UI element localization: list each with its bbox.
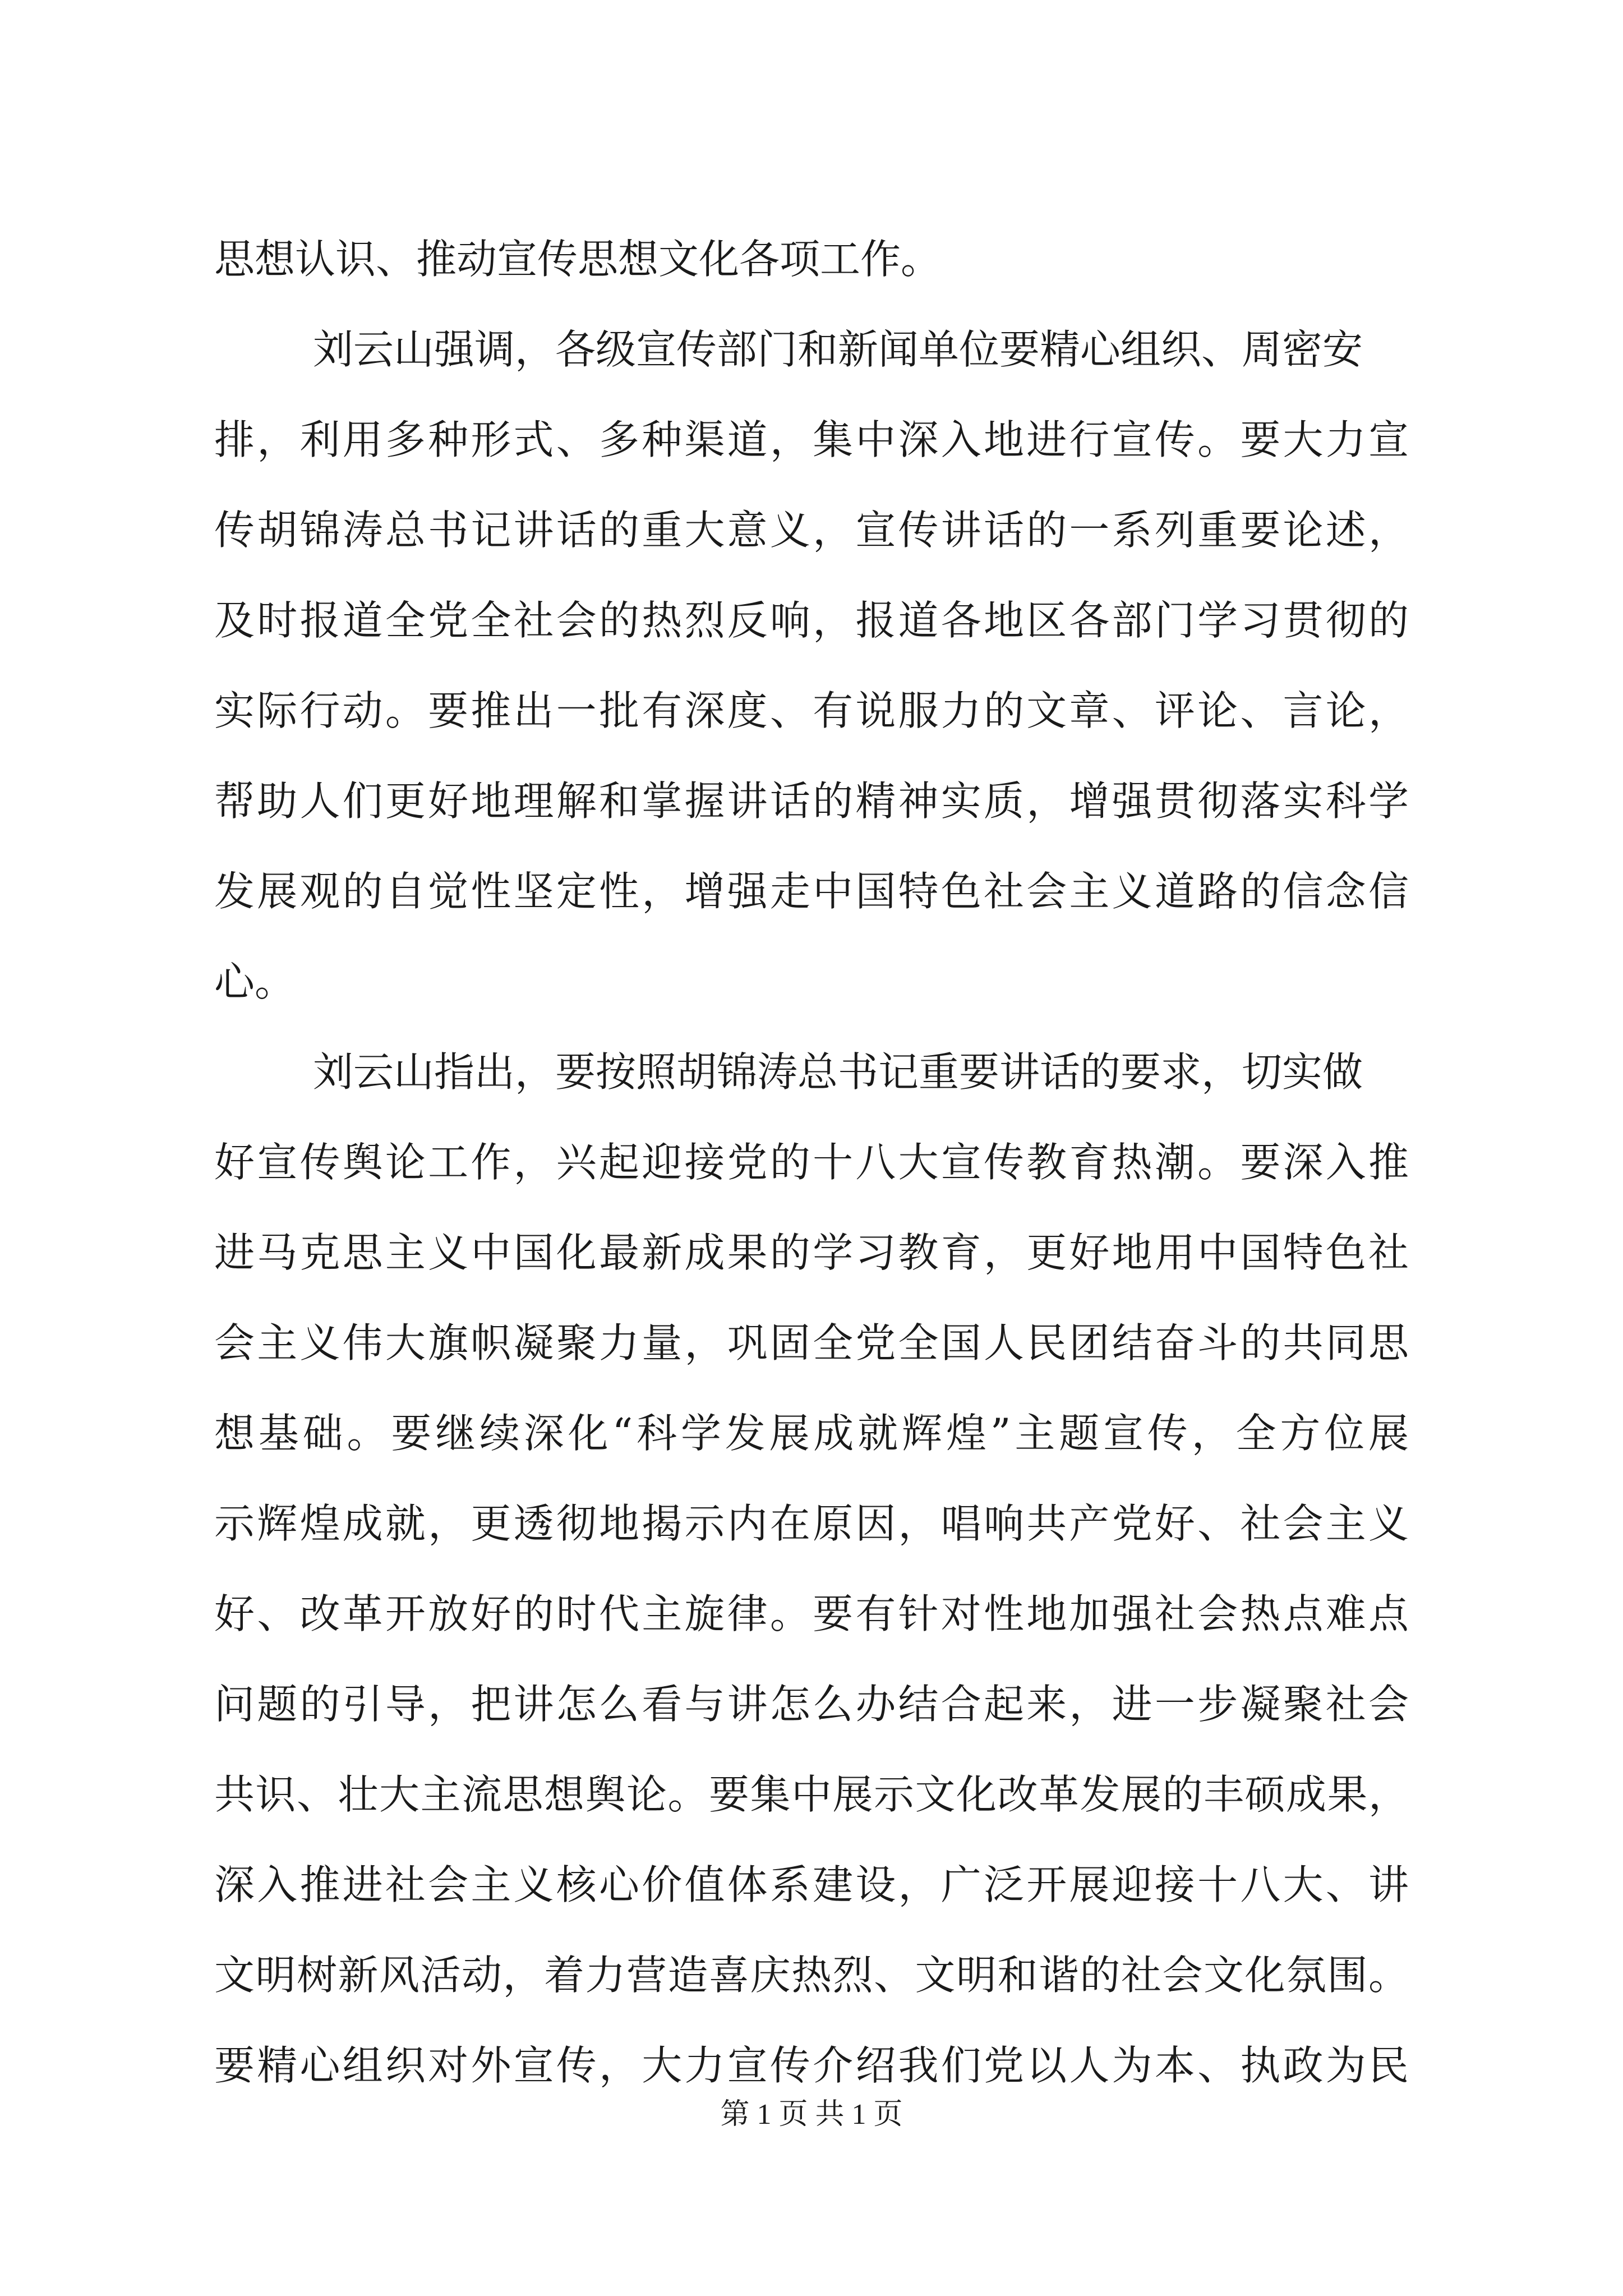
text-line: 好宣传舆论工作，兴起迎接党的十八大宣传教育热潮。要深入推 [214, 1139, 1409, 1186]
text-line: 传胡锦涛总书记讲话的重大意义，宣传讲话的一系列重要论述， [214, 507, 1409, 554]
text-line: 及时报道全党全社会的热烈反响，报道各地区各部门学习贯彻的 [214, 597, 1409, 644]
text-line: 进马克思主义中国化最新成果的学习教育，更好地用中国特色社 [214, 1229, 1409, 1276]
text-line: 文明树新风活动，着力营造喜庆热烈、文明和谐的社会文化氛围。 [214, 1952, 1409, 1999]
text-line: 要精心组织对外宣传，大力宣传介绍我们党以人为本、执政为民 [214, 2042, 1409, 2089]
text-line: 刘云山指出，要按照胡锦涛总书记重要讲话的要求，切实做 [313, 1048, 1363, 1096]
text-line: 共识、壮大主流思想舆论。要集中展示文化改革发展的丰硕成果， [214, 1771, 1409, 1818]
text-line: 排，利用多种形式、多种渠道，集中深入地进行宣传。要大力宣 [214, 416, 1409, 463]
text-line: 深入推进社会主义核心价值体系建设，广泛开展迎接十八大、讲 [214, 1861, 1409, 1908]
text-line: 思想认识、推动宣传思想文化各项工作。 [214, 236, 942, 283]
text-line: 帮助人们更好地理解和掌握讲话的精神实质，增强贯彻落实科学 [214, 777, 1409, 825]
text-line: 实际行动。要推出一批有深度、有说服力的文章、评论、言论， [214, 687, 1409, 734]
text-line: 心。 [214, 958, 296, 1005]
text-line: 想基础。要继续深化“科学发展成就辉煌”主题宣传，全方位展 [214, 1410, 1409, 1457]
page-number-label: 第 1 页 共 1 页 [720, 2099, 903, 2131]
text-line: 刘云山强调，各级宣传部门和新闻单位要精心组织、周密安 [313, 326, 1363, 373]
page-footer [0, 2095, 1623, 2134]
text-line: 发展观的自觉性坚定性，增强走中国特色社会主义道路的信念信 [214, 868, 1409, 915]
text-line: 问题的引导，把讲怎么看与讲怎么办结合起来，进一步凝聚社会 [214, 1681, 1409, 1728]
text-line: 会主义伟大旗帜凝聚力量，巩固全党全国人民团结奋斗的共同思 [214, 1319, 1409, 1366]
text-line: 示辉煌成就，更透彻地揭示内在原因，唱响共产党好、社会主义 [214, 1500, 1409, 1547]
document-body [214, 214, 1409, 2111]
text-line: 好、改革开放好的时代主旋律。要有针对性地加强社会热点难点 [214, 1590, 1409, 1637]
